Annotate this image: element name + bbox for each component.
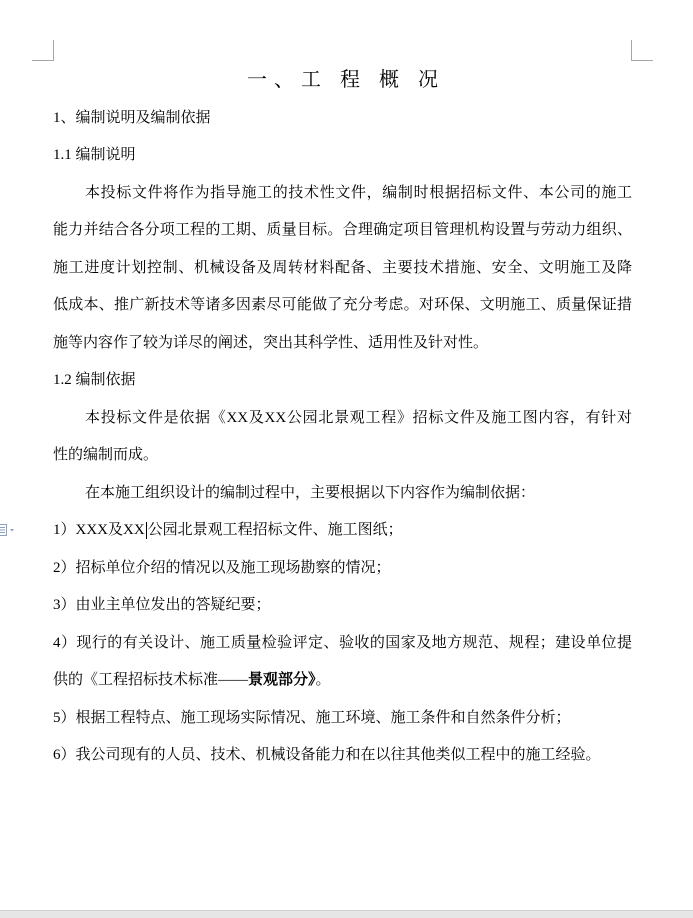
bold-text: 景观部分》: [248, 672, 316, 688]
paragraph-line[interactable]: 性的编制而成。: [53, 447, 159, 463]
paragraph-line[interactable]: 施等内容作了较为详尽的阐述，突出其科学性、适用性及针对性。: [53, 334, 489, 351]
list-item-text: 。: [315, 672, 331, 688]
top-left-margin-mark-horizontal: [32, 60, 53, 61]
chevron-down-icon: [10, 529, 14, 532]
paragraph-line[interactable]: 在本施工组织设计的编制过程中，主要根据以下内容作为编制依据：: [85, 484, 536, 501]
paragraph-line[interactable]: 低成本、推广新技术等诸多因素尽可能做了充分考虑。对环保、文明施工、质量保证措: [53, 297, 632, 313]
top-right-margin-mark-horizontal: [632, 60, 653, 61]
page-bottom-boundary: [0, 910, 693, 918]
paragraph-line[interactable]: 施工进度计划控制、机械设备及周转材料配备、主要技术措施、安全、文明施工及降: [53, 259, 632, 276]
list-item-text: 供的《工程招标技术标准——: [53, 672, 249, 688]
list-item-2[interactable]: 2）招标单位介绍的情况以及施工现场勘察的情况；: [53, 559, 391, 576]
section-heading[interactable]: 1、编制说明及编制依据: [53, 109, 211, 126]
text-cursor: [146, 522, 147, 539]
top-right-margin-mark-vertical: [631, 40, 632, 61]
subsection-heading-1-2[interactable]: 1.2 编制依据: [53, 372, 136, 388]
list-item-text: 公园北景观工程招标文件、施工图纸；: [147, 522, 403, 538]
list-item-1[interactable]: [53, 512, 632, 550]
list-item-6[interactable]: 6）我公司现有的人员、技术、机械设备能力和在以往其他类似工程中的施工经验。: [53, 747, 601, 763]
list-item-3[interactable]: 3）由业主单位发出的答疑纪要；: [53, 597, 271, 613]
list-item-4-line-2[interactable]: [53, 662, 632, 700]
paragraph-line[interactable]: 本投标文件将作为指导施工的技术性文件，编制时根据招标文件、本公司的施工: [85, 184, 632, 201]
paragraph-line[interactable]: 能力并结合各分项工程的工期、质量目标。合理确定项目管理机构设置与劳动力组织、: [53, 222, 632, 238]
document-title[interactable]: 一、工 程 概 况: [247, 69, 445, 91]
paragraph-line[interactable]: 本投标文件是依据《XX及XX公园北景观工程》招标文件及施工图内容，有针对: [85, 409, 632, 426]
top-left-margin-mark-vertical: [53, 40, 54, 61]
list-item-4-line-1[interactable]: 4）现行的有关设计、施工质量检验评定、验收的国家及地方规范、规程；建设单位提: [53, 634, 632, 651]
list-item-5[interactable]: 5）根据工程特点、施工现场实际情况、施工环境、施工条件和自然条件分析；: [53, 709, 571, 726]
document-body[interactable]: [53, 62, 632, 775]
subsection-heading-1-1[interactable]: 1.1 编制说明: [53, 147, 136, 163]
list-item-text: 1）XXX及XX: [53, 522, 145, 538]
paragraph-handle-button[interactable]: [0, 522, 19, 538]
document-lines-icon: [0, 522, 19, 538]
